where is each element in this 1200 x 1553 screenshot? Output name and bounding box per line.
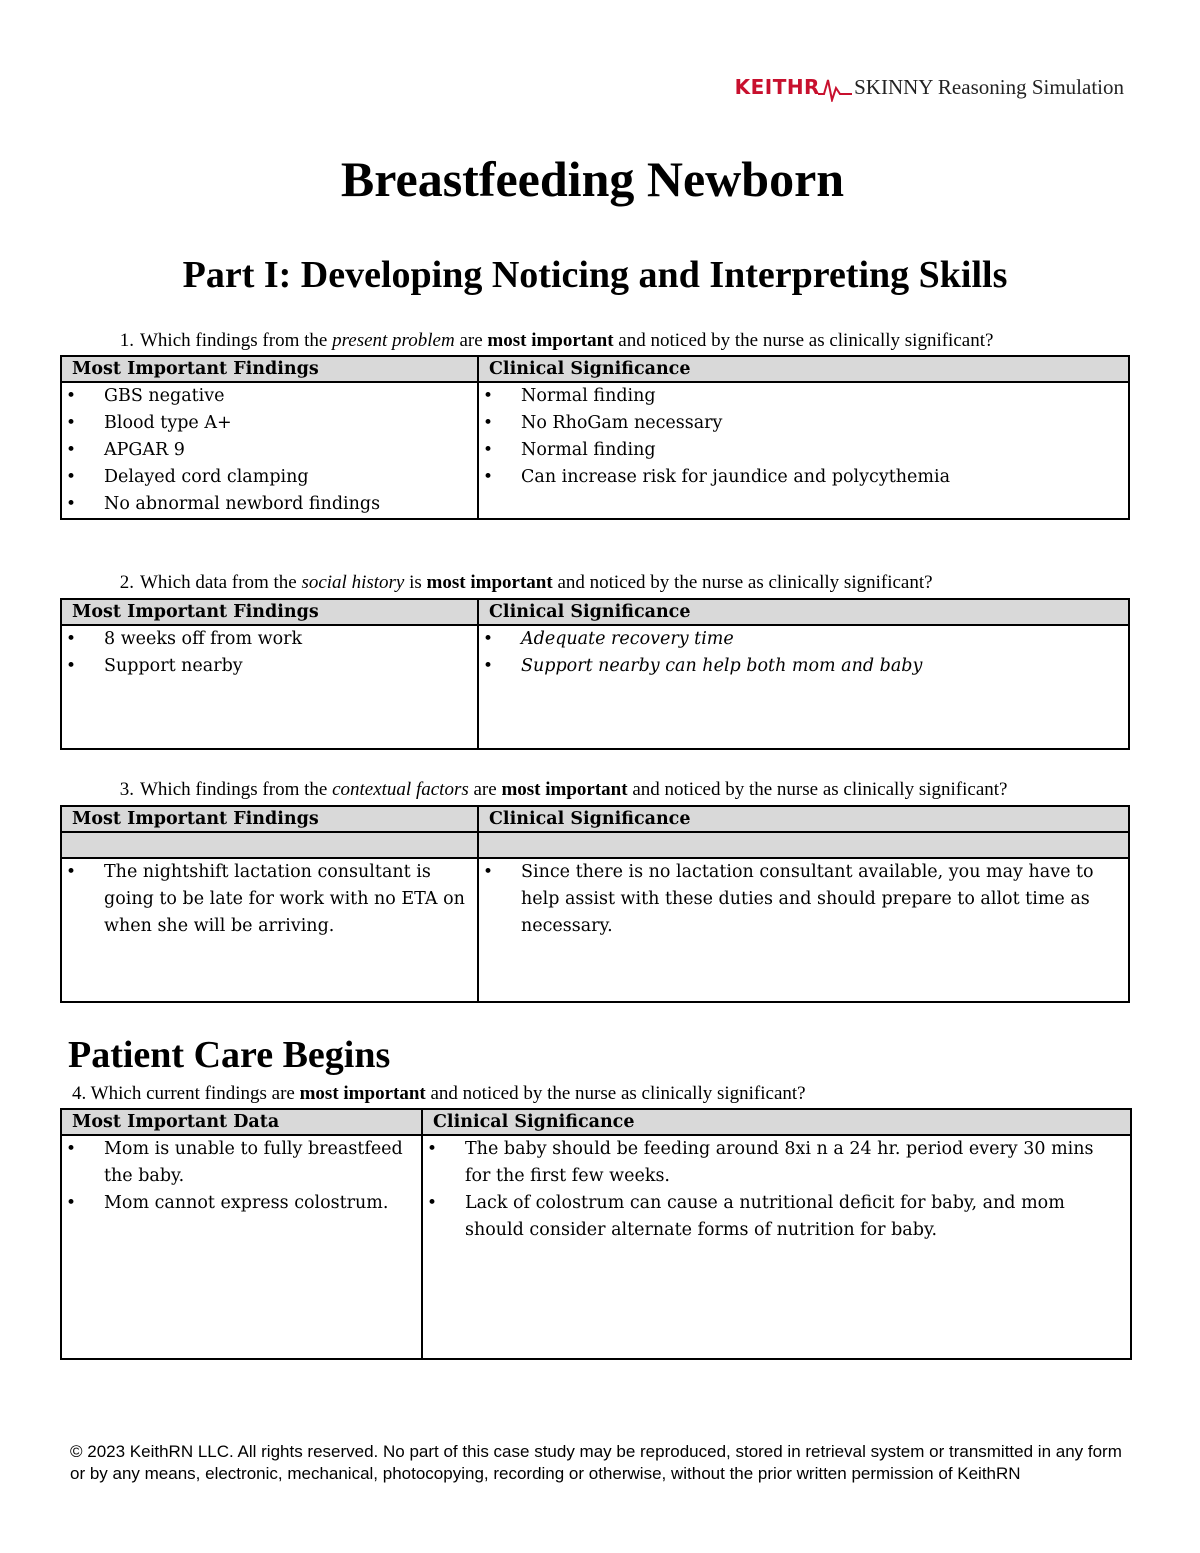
document-title: Breastfeeding Newborn — [340, 151, 845, 207]
logo-keith-text: KEITH — [734, 75, 805, 99]
findings-cell — [61, 382, 478, 519]
header-title: SKINNY Reasoning Simulation — [854, 74, 1124, 99]
list-item: • Support nearby — [64, 653, 467, 680]
table-question-2 — [60, 598, 1130, 750]
table-question-3 — [60, 805, 1130, 1003]
significance-cell — [478, 858, 1129, 1002]
list-item: • Delayed cord clamping — [64, 464, 467, 491]
list-item: • Mom cannot express colostrum. — [64, 1190, 411, 1217]
column-header-significance: Clinical Significance — [478, 599, 1129, 625]
question-1: 1. Which findings from the present problem are most important and noticed by the nurse as clinically significant? — [119, 330, 994, 351]
column-header-significance: Clinical Significance — [478, 806, 1129, 832]
logo-rn-heartbeat-icon — [804, 72, 852, 102]
list-item: • Can increase risk for jaundice and polycythemia — [481, 464, 1118, 491]
list-item: • No abnormal newbord findings — [64, 491, 467, 518]
list-item: • Adequate recovery time — [481, 626, 1118, 653]
findings-cell — [61, 858, 478, 1002]
list-item: • Lack of colostrum can cause a nutritional deficit for baby, and mom should consider alternate forms of nutrition for baby. — [425, 1190, 1120, 1244]
part-title: Part I: Developing Noticing and Interpreting Skills — [182, 254, 1008, 296]
list-item: • Normal finding — [481, 383, 1118, 410]
significance-cell — [478, 382, 1129, 519]
column-header-data: Most Important Data — [61, 1109, 422, 1135]
findings-cell — [61, 625, 478, 749]
list-item: • Mom is unable to fully breastfeed the baby. — [64, 1136, 411, 1190]
column-header-findings: Most Important Findings — [61, 806, 478, 832]
significance-cell — [478, 625, 1129, 749]
blank-cell — [61, 832, 478, 858]
list-item: • 8 weeks off from work — [64, 626, 467, 653]
table-question-1 — [60, 355, 1130, 520]
question-2: 2. Which data from the social history is most important and noticed by the nurse as clinically significant? — [119, 572, 933, 593]
page-header — [735, 72, 1124, 102]
significance-cell — [422, 1135, 1131, 1359]
column-header-findings: Most Important Findings — [61, 356, 478, 382]
list-item: • GBS negative — [64, 383, 467, 410]
copyright-footer: © 2023 KeithRN LLC. All rights reserved. No part of this case study may be reproduced, stored in retrieval system or transmitted in any form or by any means, electronic, mechanical, photocopying, recording or otherwise, without the prior written permission of KeithRN — [70, 1442, 1122, 1483]
table-question-4 — [60, 1108, 1132, 1360]
column-header-findings: Most Important Findings — [61, 599, 478, 625]
list-item: • Blood type A+ — [64, 410, 467, 437]
list-item: • The nightshift lactation consultant is going to be late for work with no ETA on when she will be arriving. — [64, 859, 467, 940]
blank-cell — [478, 832, 1129, 858]
keithrn-logo — [735, 72, 852, 102]
findings-cell — [61, 1135, 422, 1359]
list-item: • The baby should be feeding around 8xi n a 24 hr. period every 30 mins for the first few weeks. — [425, 1136, 1120, 1190]
list-item: • Normal finding — [481, 437, 1118, 464]
list-item: • Since there is no lactation consultant available, you may have to help assist with these duties and should prepare to allot time as necessary. — [481, 859, 1118, 940]
section-title: Patient Care Begins — [68, 1034, 391, 1076]
column-header-significance: Clinical Significance — [478, 356, 1129, 382]
list-item: • No RhoGam necessary — [481, 410, 1118, 437]
question-4: 4. Which current findings are most important and noticed by the nurse as clinically significant? — [72, 1083, 806, 1104]
list-item: • APGAR 9 — [64, 437, 467, 464]
question-3: 3. Which findings from the contextual factors are most important and noticed by the nurse as clinically significant? — [119, 779, 1008, 800]
list-item: • Support nearby can help both mom and baby — [481, 653, 1118, 680]
svg-text:R: R — [804, 75, 820, 99]
column-header-significance: Clinical Significance — [422, 1109, 1131, 1135]
